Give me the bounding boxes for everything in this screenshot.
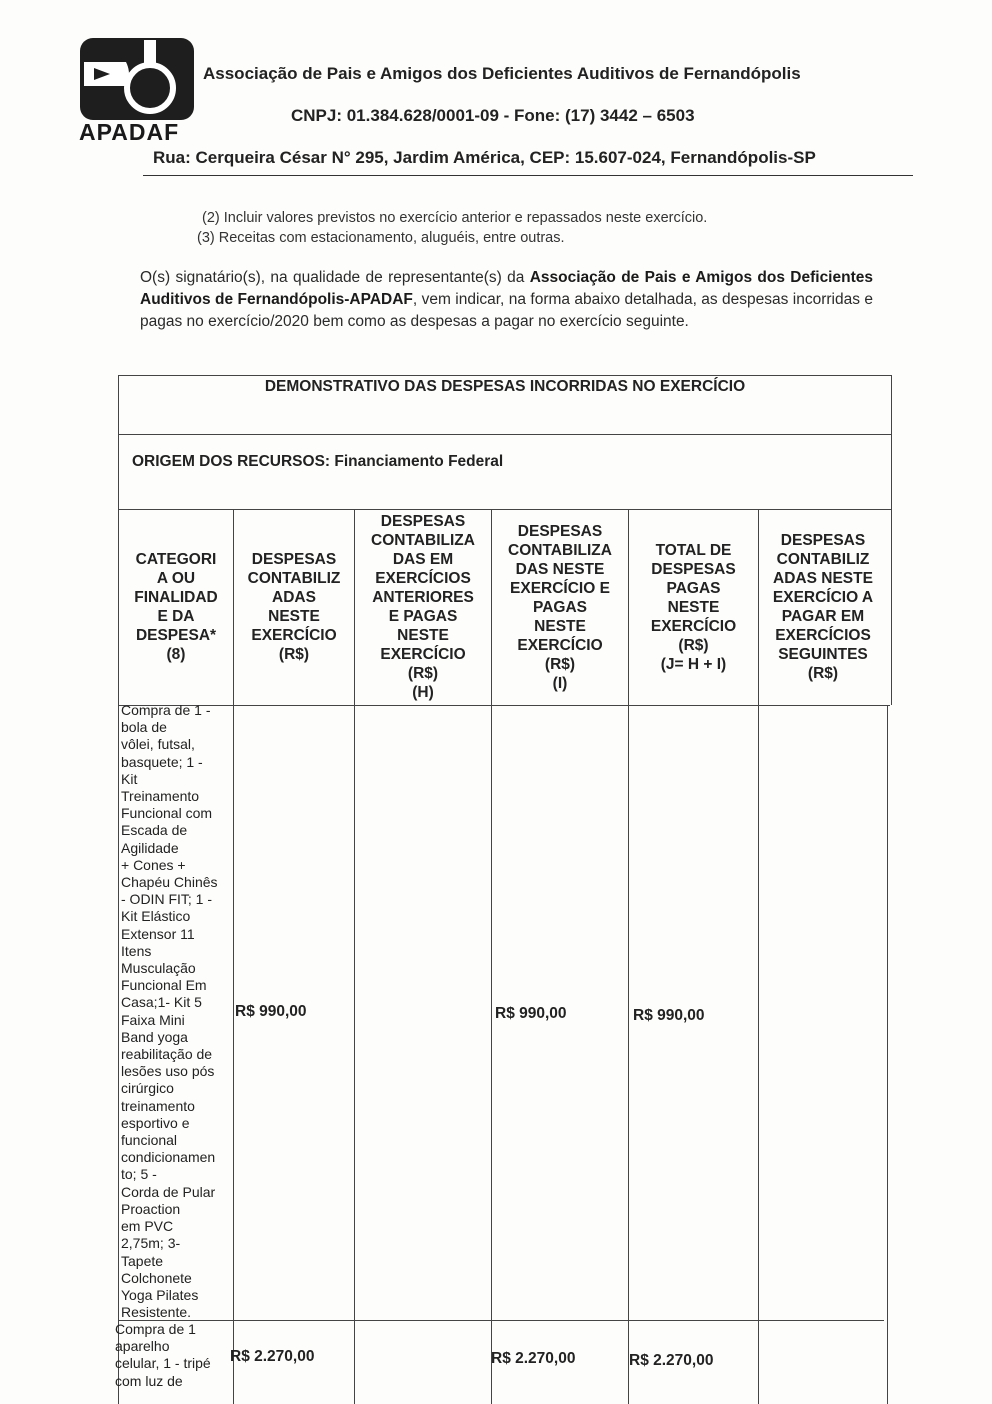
origem-dos-recursos [132,453,503,471]
row-2-category: Compra de 1 aparelho celular, 1 - tripé com luz de [115,1321,211,1389]
address: Rua: Cerqueira César N° 295, Jardim América, CEP: 15.607-024, Fernandópolis-SP [153,148,816,167]
row-1-total-j: R$ 990,00 [633,1007,705,1024]
declaration-paragraph [140,267,873,333]
header-a-pagar-label: DESPESAS CONTABILIZ ADAS NESTE EXERCÍCIO A PAGAR EM EXERCÍCIOS SEGUINTES (R$) [772,532,874,682]
header-total-j-label: TOTAL DE DESPESAS PAGAS NESTE EXERCÍCIO (R$) (J= H + I) [650,541,737,673]
cnpj-phone: CNPJ: 01.384.628/0001-09 - Fone: (17) 3442 – 6503 [291,106,695,125]
row-1-contabilizadas: R$ 990,00 [235,1003,307,1020]
organization-name: Associação de Pais e Amigos dos Deficientes Auditivos de Fernandópolis [203,64,801,83]
header-divider [143,175,913,176]
header-anteriores-h [355,509,491,705]
header-categoria [119,509,233,705]
row-2-total-j: R$ 2.270,00 [629,1352,714,1369]
header-neste-i [492,509,628,705]
row-1-neste-i: R$ 990,00 [495,1005,567,1022]
entity-name: Associação de Pais e Amigos dos Deficientes Auditivos de Fernandópolis-APADAF [140,269,873,308]
row-2-contabilizadas: R$ 2.270,00 [230,1348,315,1365]
header-contabilizadas [234,509,354,705]
header-a-pagar [759,509,887,705]
header-categoria-label: CATEGORI A OU FINALIDAD E DA DESPESA* (8) [134,551,218,663]
footnote-3: (3) Receitas com estacionamento, aluguéis, entre outras. [197,230,565,246]
declaration-text-end: , vem indicar, na forma abaixo detalhada, as despesas incorridas e pagas no exercício/2020 bem como as despesas a pagar no exercício seguinte. [140,291,873,330]
header-neste-i-label: DESPESAS CONTABILIZA DAS NESTE EXERCÍCIO E PAGAS NESTE EXERCÍCIO (R$) (I) [508,522,612,692]
logo-text: APADAF [79,119,180,145]
table-border-right [891,375,892,705]
header-total-j [629,509,758,705]
row-1-category: Compra de 1 - bola de vôlei, futsal, basquete; 1 - Kit Treinamento Funcional com Escada de Agilidade + Cones + Chapéu Chinês - ODIN FIT; 1 - Kit Elástico Extensor 11 Itens Musculação Funcional Em Casa;1- Kit 5 Faixa Mini Band yoga reabilitação de lesões uso pós cirúrgico treinamento esportivo e funcional condicionamen to; 5 - Corda de Pular Proaction em PVC 2,75m; 3- Tapete Colchonete Yoga Pilates Resistente. [121,702,218,1321]
expenses-table [115,375,892,1404]
declaration-text-start: O(s) signatário(s), na qualidade de representante(s) da [140,269,530,286]
footnote-2: (2) Incluir valores previstos no exercício anterior e repassados neste exercício. [202,210,708,226]
title-divider [118,434,892,435]
table-title: DEMONSTRATIVO DAS DESPESAS INCORRIDAS NO EXERCÍCIO [264,378,746,395]
header-anteriores-h-label: DESPESAS CONTABILIZA DAS EM EXERCÍCIOS ANTERIORES E PAGAS NESTE EXERCÍCIO (R$) (H) [371,513,475,701]
origem-value: Financiamento Federal [334,453,504,470]
row-2-neste-i: R$ 2.270,00 [491,1350,576,1367]
table-border-right [887,705,888,1404]
header-contabilizadas-label: DESPESAS CONTABILIZ ADAS NESTE EXERCÍCIO (R$) [247,551,341,663]
origem-label: ORIGEM DOS RECURSOS: [132,453,331,470]
